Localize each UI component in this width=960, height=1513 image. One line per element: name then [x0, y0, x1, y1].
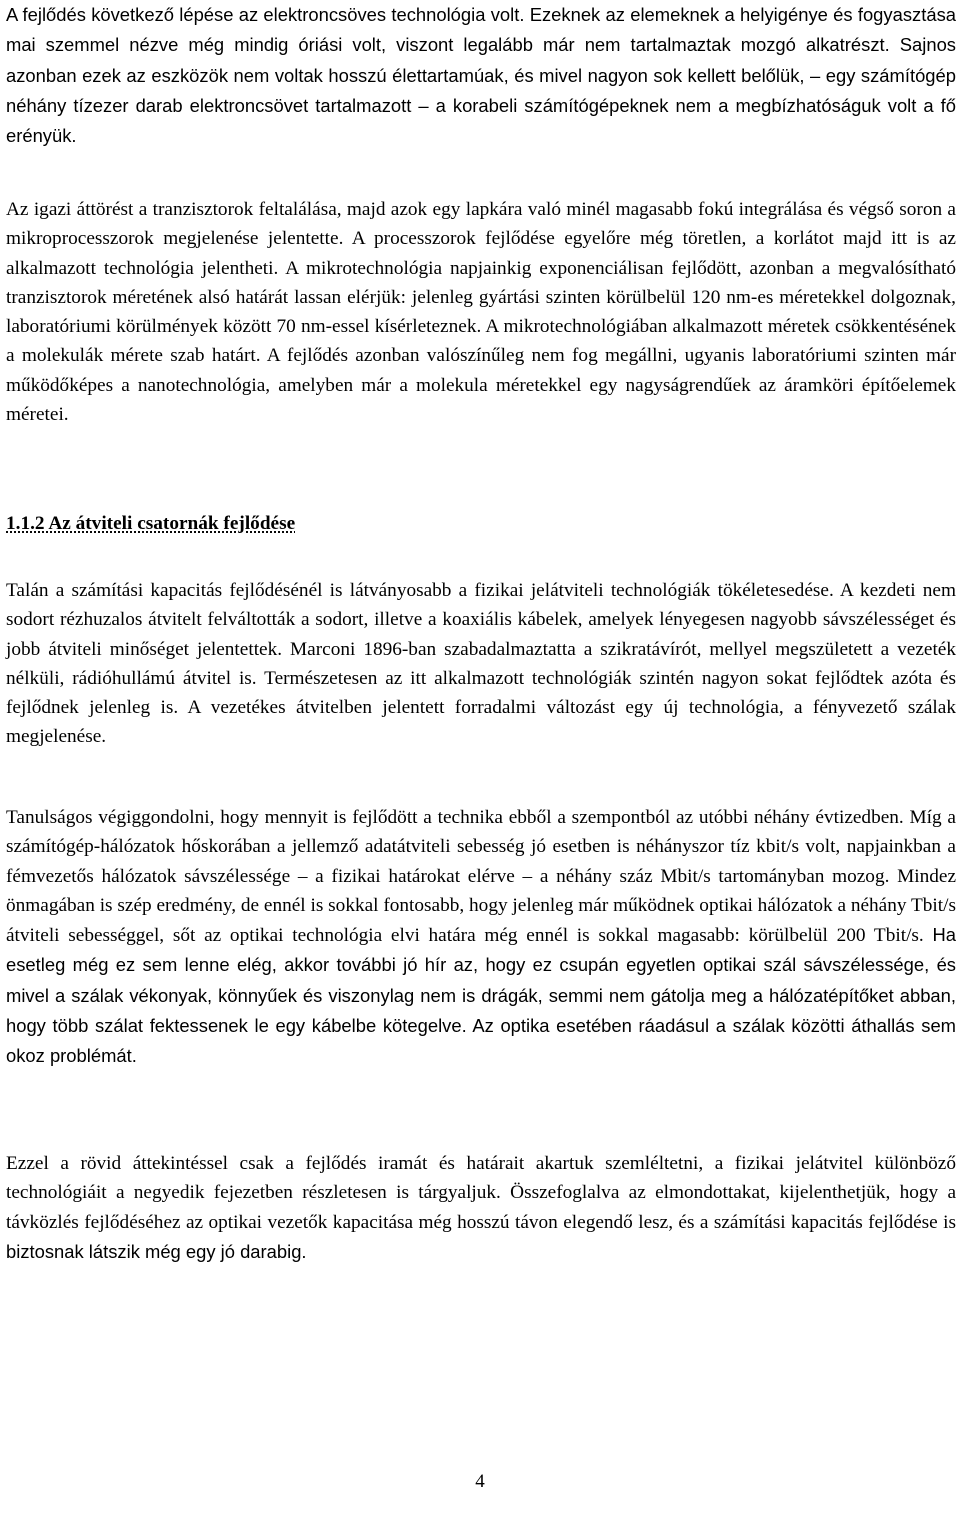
paragraph-transistors: [6, 195, 956, 429]
paragraph-text: A fejlődés következő lépése az elektroncsöves technológia volt. Ezeknek az elemeknek a helyigénye és fogyasztása mai szemmel nézve még mindig óriási volt, viszont legalább már nem tartalmaztak mozgó alkatrészt. Sajnos azonban ezek az eszközök nem voltak hosszú élettartamúak, és mivel nagyon sok kellett belőlük, – egy számítógép néhány tízezer darab elektroncsövet tartalmazott – a korabeli számítógépeknek nem a megbízhatóságuk volt a fő erényük.: [6, 4, 956, 147]
paragraph-text: Az igazi áttörést a tranzisztorok feltalálása, majd azok egy lapkára való minél magasabb fokú integrálása és végső soron a mikroprocesszorok megjelenése jelentette. A processzorok fejlődése egyelőre még töretlen, a korlátot majd itt is az alkalmazott technológia jelentheti. A mikrotechnológia napjainkig exponenciálisan fejlődött, azonban a megvalósítható tranzisztorok méretének alsó határát lassan elérjük: jelenleg gyártási szinten körülbelül 120 nm-es méretekkel dolgoznak, laboratóriumi körülmények között 70 nm-essel kísérleteznek. A mikrotechnológiában alkalmazott méretek csökkentésének a molekulák mérete szab határt. A fejlődés azonban valószínűleg nem fog megállni, ugyanis laboratóriumi szinten már működőképes a nanotechnológia, amelyben már a molekula méretekkel egy nagyságrendűek az áramköri építőelemek méretei.: [6, 199, 956, 426]
paragraph-network-speeds: [6, 803, 956, 1072]
paragraph-signal-transmission: [6, 576, 956, 752]
paragraph-electron-tubes: [6, 0, 956, 151]
paragraph-text: Tanulságos végiggondolni, hogy mennyit is fejlődött a technika ebből a szempontból az utóbbi néhány évtizedben. Míg a számítógép-hálózatok hőskorában a jellemző adatátviteli sebesség jó esetben is néhányszor tíz kbit/s volt, napjainkban a fémvezetős hálózatok sávszélessége – a fizikai határokat elérve – a néhány száz Mbit/s tartományban mozog. Mindez önmagában is szép eredmény, de ennél is sokkal fontosabb, hogy jelenleg már működnek optikai hálózatok a néhány Tbit/s átviteli sebességgel, sőt az optikai technológia elvi határa még ennél is sokkal magasabb: körülbelül 200 Tbit/s.: [6, 807, 956, 947]
page-number: 4: [475, 1471, 485, 1492]
paragraph-text: biztosnak látszik még egy jó darabig.: [6, 1240, 307, 1262]
section-heading: 1.1.2 Az átviteli csatornák fejlődése: [6, 513, 296, 534]
paragraph-text: Ha esetleg még ez sem lenne elég, akkor további jó hír az, hogy ez csupán egyetlen optikai szál sávszélessége, és mivel a szálak vékonyak, könnyűek és viszonylag nem is drágák, semmi nem gátolja meg a hálózatépítőket abban, hogy több szálat fektessenek le egy kábelbe kötegelve. Az optika esetében ráadásul a szálak közötti áthallás sem okoz problémát.: [6, 924, 956, 1067]
paragraph-text: Ezzel a rövid áttekintéssel csak a fejlődés iramát és határait akartuk szemléltetni, a fizikai jelátvitel különböző technológiáit a negyedik fejezetben részletesen is tárgyaljuk. Összefoglalva az elmondottakat, kijelenthetjük, hogy a távközlés fejlődéséhez az optikai vezetők kapacitása még hosszú távon elegendő lesz, és a számítási kapacitás fejlődése is: [6, 1153, 956, 1233]
paragraph-text: Talán a számítási kapacitás fejlődésénél is látványosabb a fizikai jelátviteli technológiák tökéletesedése. A kezdeti nem sodort rézhuzalos átvitelt felváltották a sodort, illetve a koaxiális kábelek, amelyek lényegesen nagyobb sávszélességet és jobb átviteli minőséget jelentettek. Marconi 1896-ban szabadalmaztatta a szikratávírót, mellyel megszületett a vezeték nélküli, rádióhullámú átvitel is. Természetesen az itt alkalmazott technológiák szintén nagyon sokat fejlődtek azóta és fejlődnek jelenleg is. A vezetékes átvitelben jelentett forradalmi változást egy új technológia, a fényvezető szálak megjelenése.: [6, 580, 956, 748]
paragraph-summary: [6, 1149, 956, 1267]
